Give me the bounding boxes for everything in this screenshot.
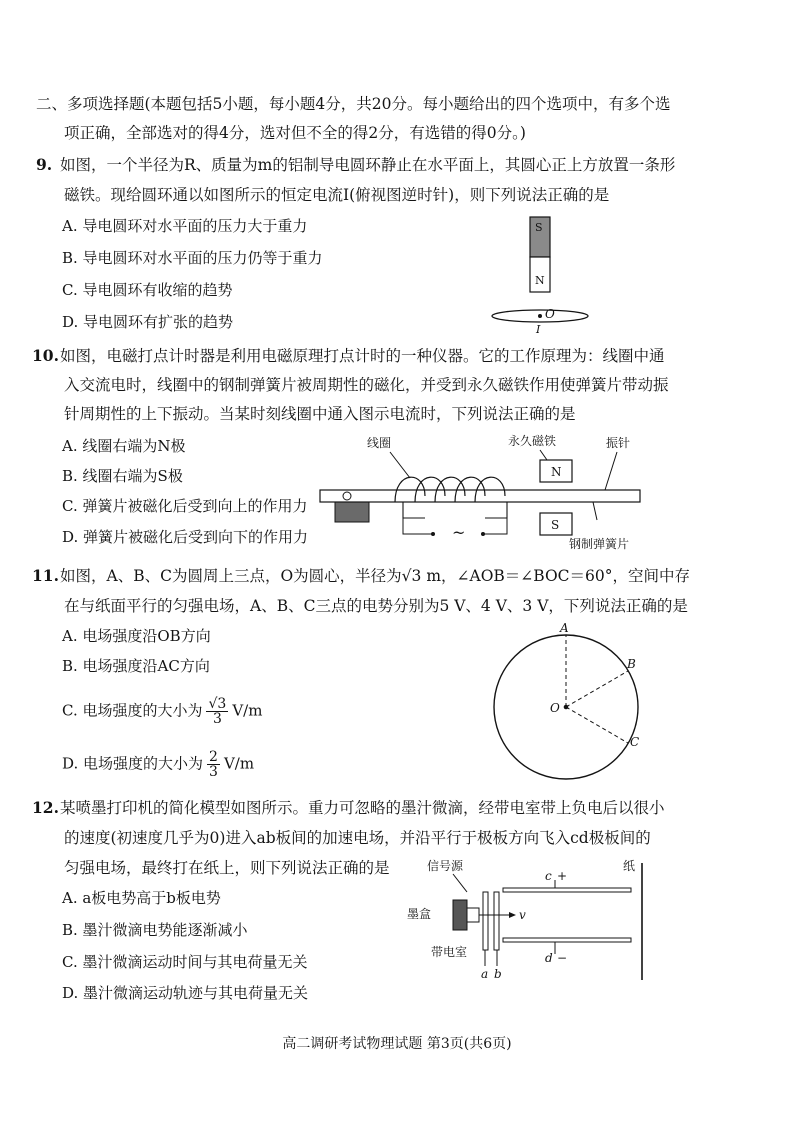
plate-c (503, 888, 631, 892)
q9-option-c[interactable]: C. 导电圆环有收缩的趋势 (62, 281, 233, 299)
base-block (335, 502, 369, 522)
plate-a-label: a (481, 967, 489, 981)
needle-label: 振针 (606, 436, 631, 450)
q9-stem-line2: 磁铁。现给圆环通以如图所示的恒定电流I(俯视图逆时针)，则下列说法正确的是 (64, 186, 610, 204)
q11-option-d-numerator: 2 (209, 749, 218, 765)
q10-option-c[interactable]: C. 弹簧片被磁化后受到向上的作用力 (62, 497, 308, 515)
chamber-label: 带电室 (431, 945, 468, 959)
needle-mark (593, 502, 597, 520)
charging-chamber (467, 908, 479, 922)
q10-stem-line1: 如图，电磁打点计时器是利用电磁原理打点计时的一种仪器。它的工作原理为：线圈中通 (60, 347, 665, 365)
needle-pointer (605, 452, 617, 490)
coil-pointer (390, 452, 410, 478)
q11-option-b[interactable]: B. 电场强度沿AC方向 (62, 657, 210, 675)
ring-center-label: O (545, 307, 555, 321)
q10-figure (315, 430, 655, 560)
q11-option-d-denominator: 3 (209, 764, 218, 780)
plate-c-sign: + (557, 869, 568, 883)
current-label: I (536, 323, 541, 336)
section-instructions: 项正确，全部选对的得4分，选对但不全的得2分，有选错的得0分。) (64, 124, 526, 142)
q9-number: 9. (36, 155, 53, 174)
plate-b (494, 892, 499, 950)
s-pole-label: S (551, 518, 560, 532)
q11-option-c-prefix: C. 电场强度的大小为 (62, 701, 203, 720)
q9-option-b[interactable]: B. 导电圆环对水平面的压力仍等于重力 (62, 249, 323, 267)
magnet-label: 永久磁铁 (508, 434, 557, 448)
q11-number: 11. (32, 566, 59, 585)
q11-option-d-prefix: D. 电场强度的大小为 (62, 754, 204, 773)
q11-option-d[interactable] (62, 750, 254, 779)
q11-option-a[interactable]: A. 电场强度沿OB方向 (62, 627, 211, 645)
center-dot (564, 705, 569, 710)
q10-number: 10. (32, 346, 59, 365)
magnet-s-label: S (535, 221, 543, 234)
q12-number: 12. (32, 798, 59, 817)
q12-option-d[interactable]: D. 墨汁微滴运动轨迹与其电荷量无关 (62, 984, 309, 1002)
q9-stem-line1: 如图，一个半径为R、质量为m的铝制导电圆环静止在水平面上，其圆心正上方放置一条形 (60, 156, 676, 174)
n-pole-label: N (551, 465, 562, 479)
q11-figure (490, 620, 650, 792)
q11-stem-line2: 在与纸面平行的匀强电场，A、B、C三点的电势分别为5 V、4 V、3 V，下列说法正确的是 (64, 597, 688, 615)
q9-option-d[interactable]: D. 导电圆环有扩张的趋势 (62, 313, 234, 331)
magnet-n-label: N (535, 274, 545, 287)
q12-stem-line3: 匀强电场，最终打在纸上，则下列说法正确的是 (64, 859, 390, 877)
plate-d-label: d (545, 951, 553, 965)
q10-stem-line3: 针周期性的上下振动。当某时刻线圈中通入图示电流时，下列说法正确的是 (64, 405, 576, 423)
ac-source-symbol: ~ (452, 523, 466, 542)
q12-option-c[interactable]: C. 墨汁微滴运动时间与其电荷量无关 (62, 953, 308, 971)
plate-b-label: b (494, 967, 502, 981)
q11-stem-line1: 如图，A、B、C为圆周上三点，O为圆心，半径为√3 m，∠AOB＝∠BOC＝60°，空间中存 (60, 567, 690, 585)
radius-oc (566, 707, 628, 743)
radius-ob (566, 671, 628, 707)
signal-source-label: 信号源 (427, 859, 464, 873)
velocity-arrow (509, 912, 516, 918)
q10-stem-line2: 入交流电时，线圈中的钢制弹簧片被周期性的磁化，并受到永久磁铁作用使弹簧片带动振 (64, 376, 669, 394)
point-c-label: C (630, 735, 640, 749)
q11-option-c-fraction (206, 697, 228, 726)
q11-option-c-denominator: 3 (212, 711, 222, 727)
point-b-label: B (627, 657, 636, 671)
q10-option-b[interactable]: B. 线圈右端为S极 (62, 467, 183, 485)
page-footer: 高二调研考试物理试题 第3页(共6页) (282, 1036, 512, 1052)
ring-center-dot (538, 314, 542, 318)
plate-c-label: c (545, 869, 552, 883)
q9-figure (480, 212, 620, 337)
center-o-label: O (550, 701, 560, 715)
plate-a (483, 892, 488, 950)
q12-stem-line2: 的速度(初速度几乎为0)进入ab板间的加速电场，并沿平行于极板方向飞入cd极板间的 (64, 829, 651, 847)
q11-option-d-fraction (207, 750, 220, 779)
plate-d (503, 938, 631, 942)
coil-label: 线圈 (367, 436, 392, 450)
q11-option-c-unit: V/m (232, 701, 263, 720)
q12-figure (405, 858, 655, 983)
paper-label: 纸 (623, 859, 636, 873)
q12-stem-line1: 某喷墨打印机的简化模型如图所示。重力可忽略的墨汁微滴，经带电室带上负电后以很小 (60, 799, 665, 817)
plate-d-sign: − (557, 951, 568, 965)
spring-strip (320, 490, 640, 502)
q12-option-a[interactable]: A. a板电势高于b板电势 (62, 889, 221, 907)
magnet-pointer (540, 450, 547, 460)
section-heading: 二、多项选择题(本题包括5小题，每小题4分，共20分。每小题给出的四个选项中，有多个选 (36, 95, 671, 113)
q10-option-a[interactable]: A. 线圈右端为N极 (62, 437, 186, 455)
q10-option-d[interactable]: D. 弹簧片被磁化后受到向下的作用力 (62, 528, 309, 546)
ink-box-label: 墨盒 (407, 907, 432, 921)
q12-option-b[interactable]: B. 墨汁微滴电势能逐渐减小 (62, 921, 248, 939)
q11-option-c-numerator: √3 (208, 696, 227, 712)
q11-option-d-unit: V/m (223, 754, 255, 773)
q11-option-c[interactable] (62, 697, 262, 726)
q9-option-a[interactable]: A. 导电圆环对水平面的压力大于重力 (62, 217, 308, 235)
point-a-label: A (560, 621, 569, 635)
ink-box (453, 900, 467, 930)
velocity-label: v (519, 908, 526, 922)
coil-wire-lower (403, 502, 507, 518)
spring-label: 钢制弹簧片 (569, 537, 630, 551)
source-pointer (453, 874, 467, 892)
